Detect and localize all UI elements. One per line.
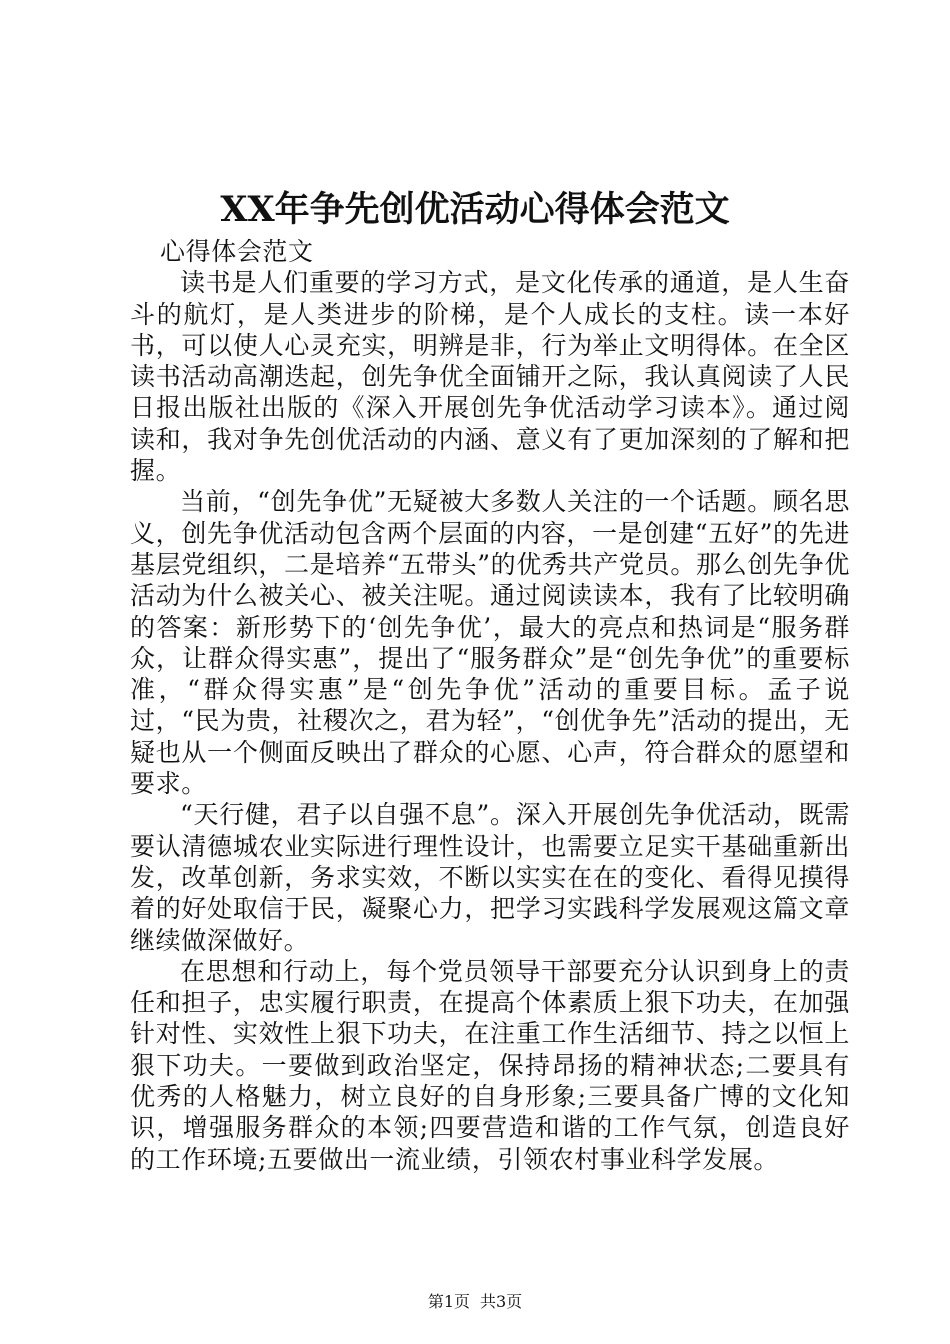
page-total: 共3页 (480, 1292, 523, 1311)
page-number: 第1页 (427, 1292, 470, 1311)
body-paragraph-4: 在思想和行动上，每个党员领导干部要充分认识到身上的责任和担子，忠实履行职责，在提高个体素质上狠下功夫，在加强针对性、实效性上狠下功夫，在注重工作生活细节、持之以恒上狠下功夫。一要做到政治坚定，保持昂扬的精神状态;二要具有优秀的人格魅力，树立良好的自身形象;三要具备广博的文化知识，增强服务群众的本领;四要营造和谐的工作气氛，创造良好的工作环境;五要做出一流业绩，引领农村事业科学发展。 (130, 956, 850, 1174)
document-title: XX年争先创优活动心得体会范文 (220, 189, 730, 230)
page-footer (0, 1292, 950, 1312)
body-paragraph-1: 读书是人们重要的学习方式，是文化传承的通道，是人生奋斗的航灯，是人类进步的阶梯，是个人成长的支柱。读一本好书，可以使人心灵充实，明辨是非，行为举止文明得体。在全区读书活动高潮迭起，创先争优全面铺开之际，我认真阅读了人民日报出版社出版的《深入开展创先争优活动学习读本》。通过阅读和，我对争先创优活动的内涵、意义有了更加深刻的了解和把握。 (130, 268, 850, 486)
document-body (130, 236, 850, 1175)
body-paragraph-3: “天行健，君子以自强不息”。深入开展创先争优活动，既需要认清德城农业实际进行理性设计，也需要立足实干基础重新出发，改革创新，务求实效，不断以实实在在的变化、看得见摸得着的好处取信于民，凝聚心力，把学习实践科学发展观这篇文章继续做深做好。 (130, 800, 850, 955)
document-subtitle: 心得体会范文 (160, 237, 314, 266)
body-paragraph-2: 当前，“创先争优”无疑被大多数人关注的一个话题。顾名思义，创先争优活动包含两个层面的内容，一是创建“五好”的先进基层党组织，二是培养“五带头”的优秀共产党员。那么创先争优活动为什么被关心、被关注呢。通过阅读读本，我有了比较明确的答案：新形势下的‘创先争优’，最大的亮点和热词是“服务群众，让群众得实惠”，提出了“服务群众”是“创先争优”的重要标准，“群众得实惠”是“创先争优”活动的重要目标。孟子说过，“民为贵，社稷次之，君为轻”，“创优争先”活动的提出，无疑也从一个侧面反映出了群众的心愿、心声，符合群众的愿望和要求。 (130, 487, 850, 799)
